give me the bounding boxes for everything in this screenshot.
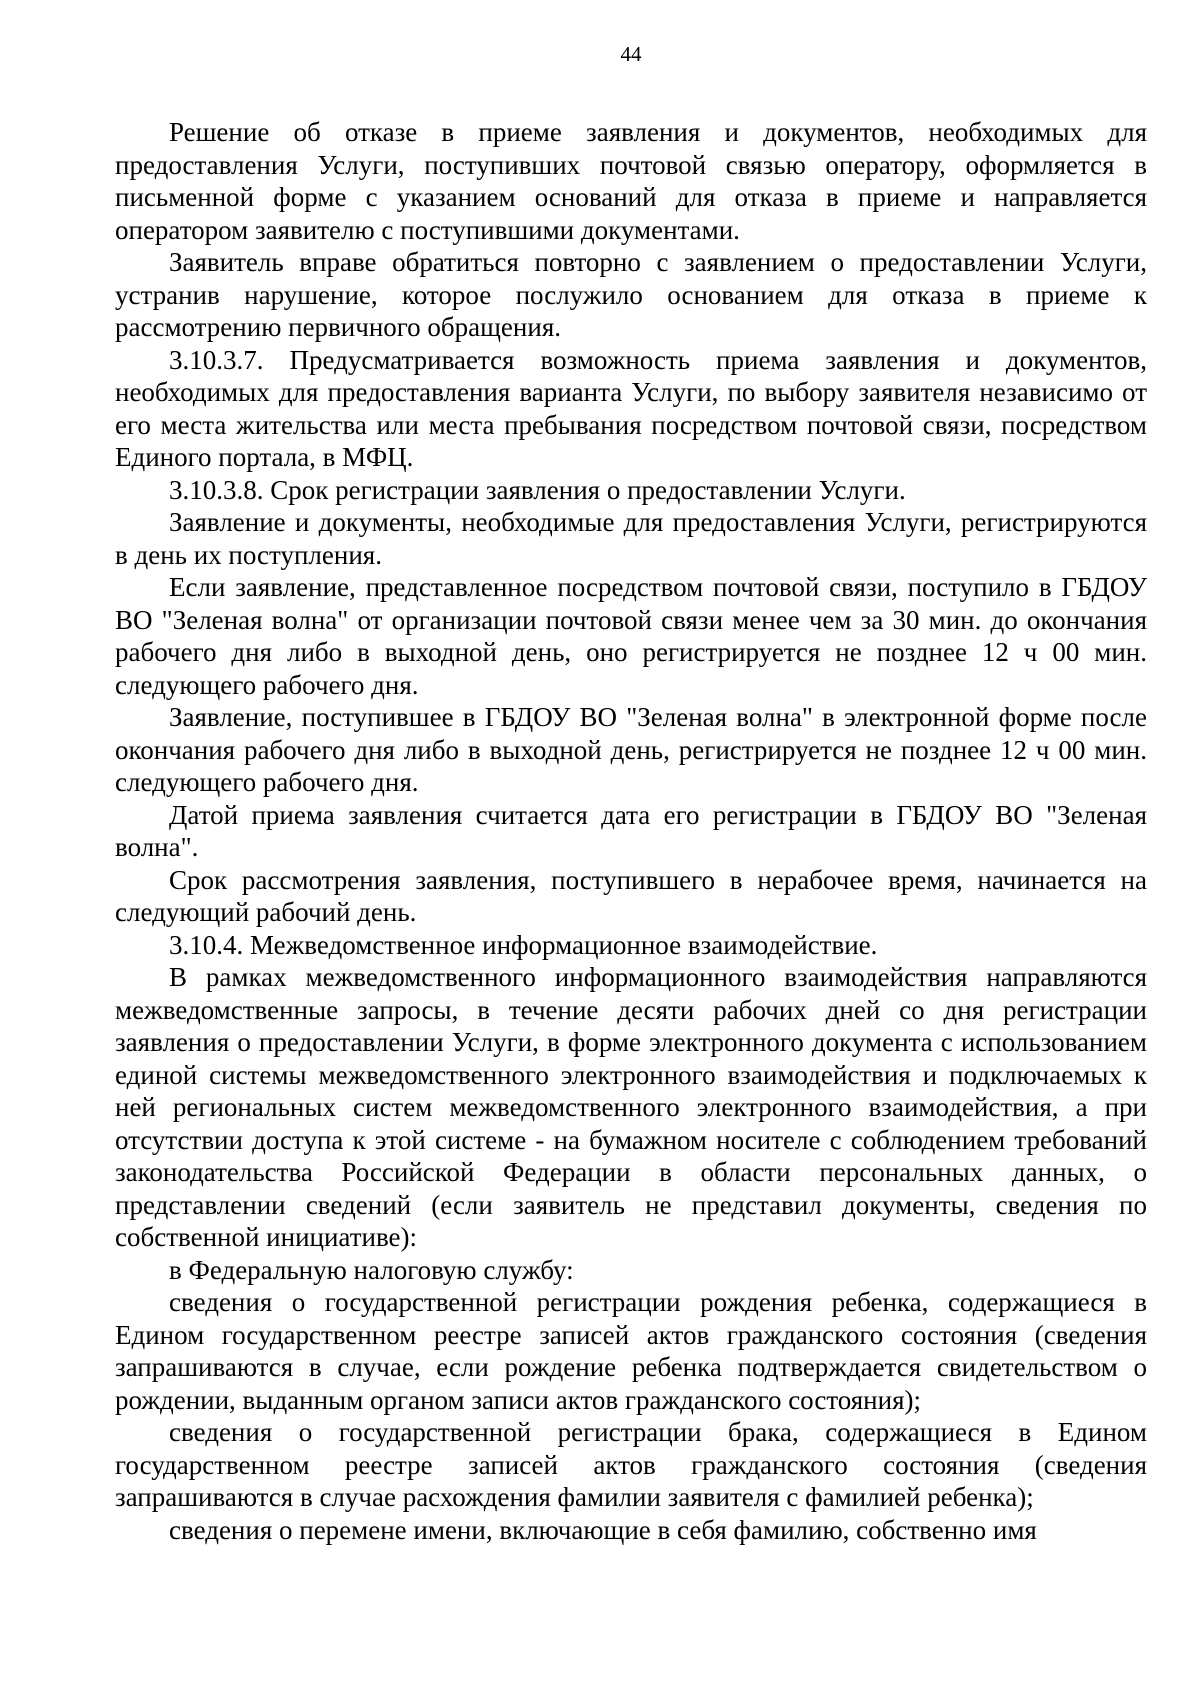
paragraph-marriage-registration: сведения о государственной регистрации брака, содержащиеся в Едином государственном реестре записей актов гражданского состояния (сведения запрашиваются в случае расхождения фамилии заявителя с фамилией ребенка); [115,1417,1147,1512]
paragraph-acceptance-date: Датой приема заявления считается дата его регистрации в ГБДОУ ВО "Зеленая волна". [115,799,1147,862]
paragraph-refusal-decision: Решение об отказе в приеме заявления и документов, необходимых для предоставления Услуги, поступивших почтовой связью оператору, оформляется в письменной форме с указанием оснований для отказа в приеме и направляется оператором заявителю с поступившими документами. [115,117,1147,245]
paragraph-reapply-right: Заявитель вправе обратиться повторно с заявлением о предоставлении Услуги, устранив нарушение, которое послужило основанием для отказа в приеме к рассмотрению первичного обращения. [115,247,1147,342]
paragraph-postal-registration: Если заявление, представленное посредством почтовой связи, поступило в ГБДОУ ВО "Зеленая волна" от организации почтовой связи менее чем за 30 мин. до окончания рабочего дня либо в выходной день, оно регистрируется не позднее 12 ч 00 мин. следующего рабочего дня. [115,572,1147,700]
paragraph-3-10-3-8: 3.10.3.8. Срок регистрации заявления о предоставлении Услуги. [169,474,906,505]
paragraph-name-change: сведения о перемене имени, включающие в себя фамилию, собственно имя [169,1514,1037,1545]
paragraph-3-10-3-7: 3.10.3.7. Предусматривается возможность приема заявления и документов, необходимых для предоставления варианта Услуги, по выбору заявителя независимо от его места жительства или места пребывания посредством почтовой связи, посредством Единого портала, в МФЦ. [115,344,1147,472]
paragraph-interagency-requests: В рамках межведомственного информационного взаимодействия направляются межведомственные запросы, в течение десяти рабочих дней со дня регистрации заявления о предоставлении Услуги, в форме электронного документа с использованием единой системы межведомственного электронного взаимодействия и подключаемых к ней региональных систем межведомственного электронного взаимодействия, а при отсутствии доступа к этой системе - на бумажном носителе с соблюдением требований законодательства Российской Федерации в области персональных данных, о представлении сведений (если заявитель не представил документы, сведения по собственной инициативе): [115,962,1147,1252]
paragraph-birth-registration: сведения о государственной регистрации рождения ребенка, содержащиеся в Едином государственном реестре записей актов гражданского состояния (сведения запрашиваются в случае, если рождение ребенка подтверждается свидетельством о рождении, выданным органом записи актов гражданского состояния); [115,1287,1147,1415]
paragraph-3-10-4: 3.10.4. Межведомственное информационное взаимодействие. [169,929,878,960]
paragraph-tax-service: в Федеральную налоговую службу: [169,1254,574,1285]
paragraph-registration-day: Заявление и документы, необходимые для предоставления Услуги, регистрируются в день их поступления. [115,507,1147,570]
paragraph-electronic-registration: Заявление, поступившее в ГБДОУ ВО "Зеленая волна" в электронной форме после окончания рабочего дня либо в выходной день, регистрируется не позднее 12 ч 00 мин. следующего рабочего дня. [115,702,1147,797]
paragraph-review-term: Срок рассмотрения заявления, поступившего в нерабочее время, начинается на следующий рабочий день. [115,864,1147,927]
page-number: 44 [620,42,642,66]
document-body [115,116,1147,1546]
